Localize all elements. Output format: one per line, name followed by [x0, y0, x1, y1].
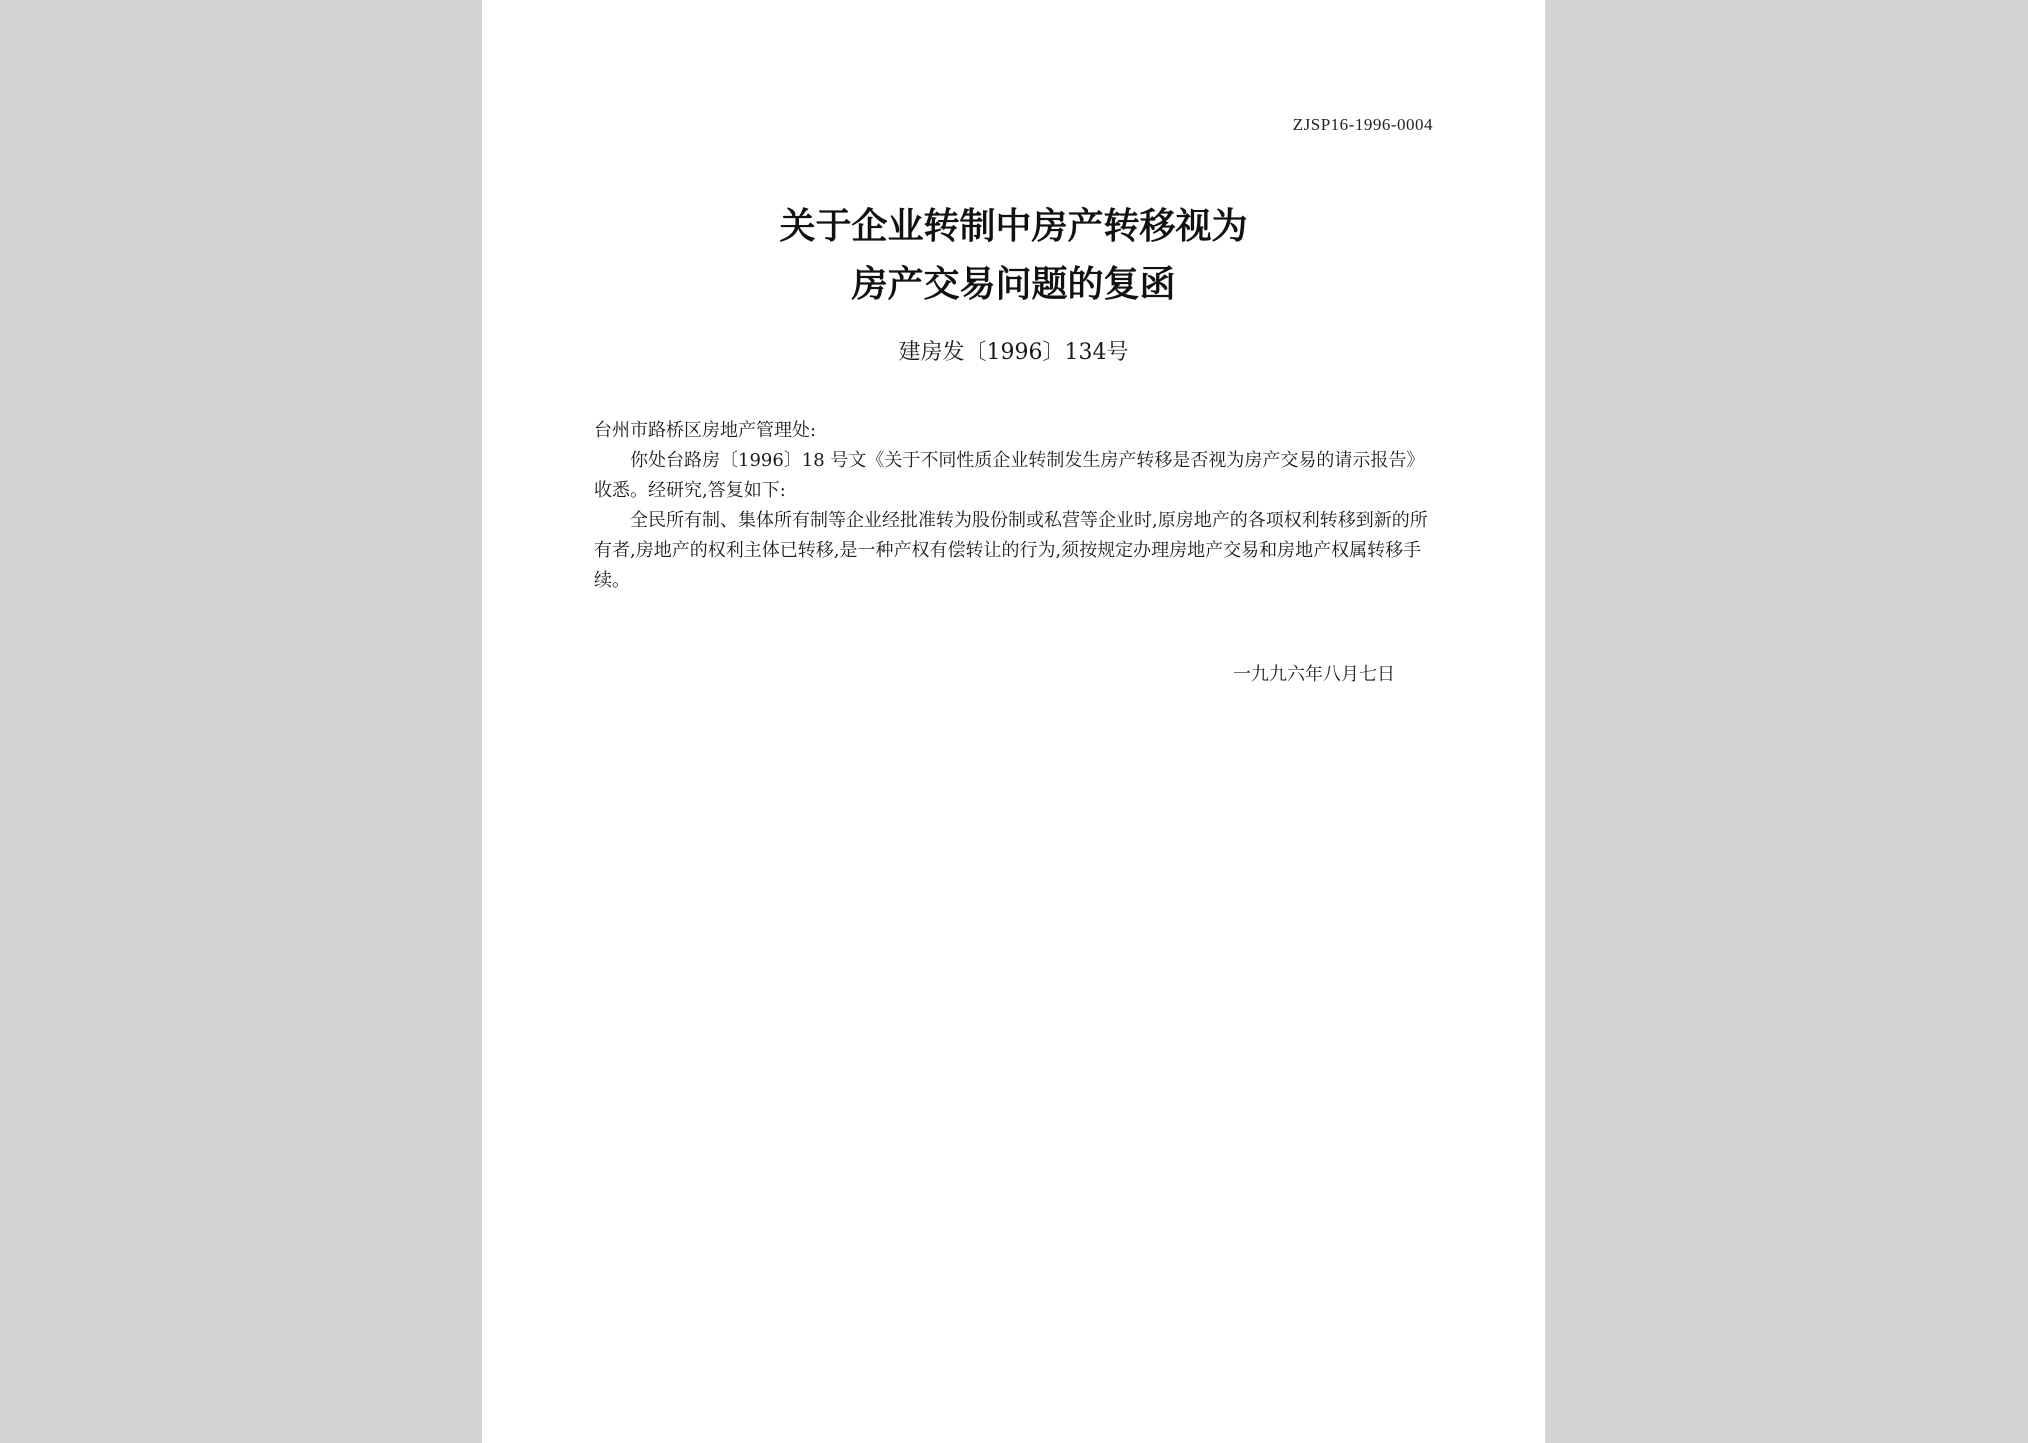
- document-title: [482, 198, 1545, 314]
- title-line-2: 房产交易问题的复函: [851, 264, 1176, 305]
- document-page: [482, 0, 1545, 1443]
- document-number: 建房发〔1996〕134号: [898, 340, 1129, 365]
- addressee: 台州市路桥区房地产管理处:: [594, 420, 817, 441]
- document-code: ZJSP16-1996-0004: [1292, 115, 1433, 134]
- document-body: [594, 416, 1434, 596]
- document-date: 一九九六年八月七日: [1233, 664, 1395, 685]
- paragraph-1: 你处台路房〔1996〕18 号文《关于不同性质企业转制发生房产转移是否视为房产交易的请示报告》收悉。经研究,答复如下:: [594, 450, 1425, 501]
- title-line-1: 关于企业转制中房产转移视为: [779, 206, 1248, 247]
- paragraph-2: 全民所有制、集体所有制等企业经批准转为股份制或私营等企业时,原房地产的各项权利转移到新的所有者,房地产的权利主体已转移,是一种产权有偿转让的行为,须按规定办理房地产交易和房地产权属转移手续。: [594, 510, 1428, 591]
